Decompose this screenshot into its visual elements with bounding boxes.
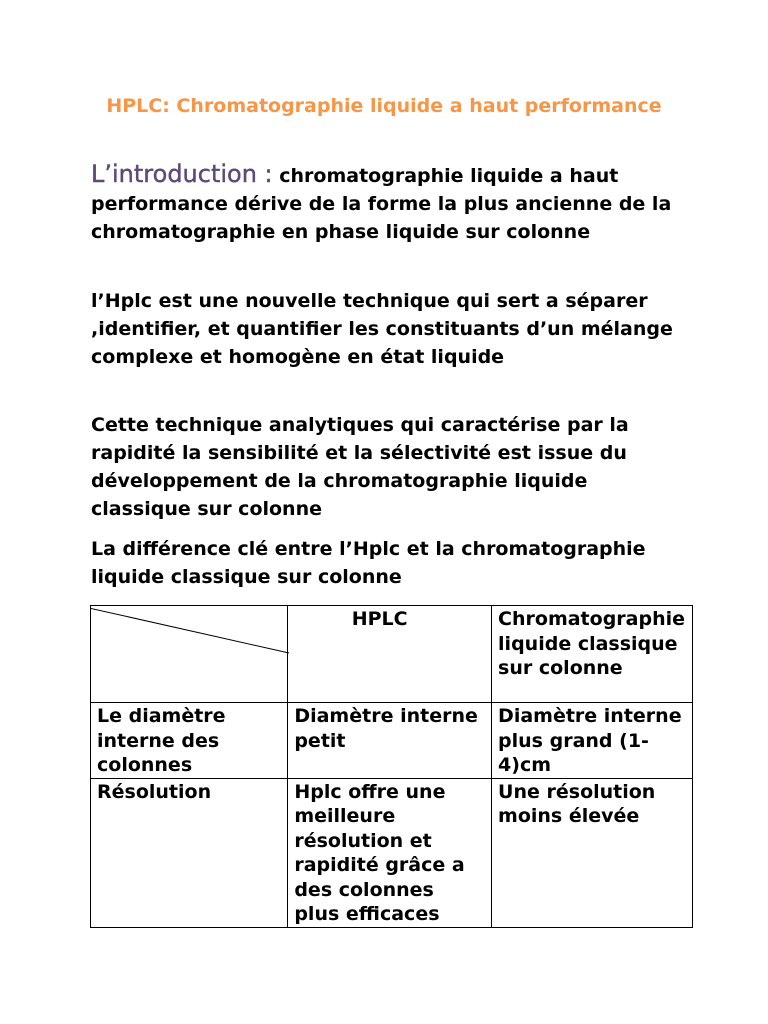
diagonal-divider [91, 606, 291, 704]
paragraph-definition: l’Hplc est une nouvelle technique qui sert a séparer ,identifier, et quantifier les constituants d’un mélange complexe et homogène en état liquide [91, 290, 673, 368]
paragraph-characteristics: Cette technique analytiques qui caractérise par la rapidité la sensibilité et la sélectivité est issue du développement de la chromatographie liquide classique sur colonne [91, 414, 629, 520]
cell-classic-diameter: Diamètre interne plus grand (1-4)cm [492, 703, 693, 779]
table-corner-cell [91, 606, 288, 703]
intro-text: chromatographie liquide a haut performance dérive de la forme la plus ancienne de la chromatographie en phase liquide sur colonne [91, 165, 672, 243]
table-row [91, 778, 693, 927]
row-label-diameter: Le diamètre interne des colonnes [91, 703, 288, 779]
cell-hplc-diameter: Diamètre interne petit [288, 703, 492, 779]
comparison-table [90, 605, 693, 928]
table-header-row [91, 606, 693, 703]
intro-heading: L’introduction : [91, 160, 273, 188]
table-row [91, 703, 693, 779]
document-title: HPLC: Chromatographie liquide a haut performance [106, 95, 662, 117]
cell-hplc-resolution: Hplc offre une meilleure résolution et rapidité grâce a des colonnes plus efficaces [288, 778, 492, 927]
table-header-classic: Chromatographie liquide classique sur colonne [492, 606, 693, 703]
intro-paragraph [91, 160, 691, 246]
table-header-hplc: HPLC [288, 606, 492, 703]
cell-classic-resolution: Une résolution moins élevée [492, 778, 693, 927]
row-label-resolution: Résolution [91, 778, 288, 927]
paragraph-difference: La différence clé entre l’Hplc et la chromatographie liquide classique sur colonne [91, 538, 646, 588]
